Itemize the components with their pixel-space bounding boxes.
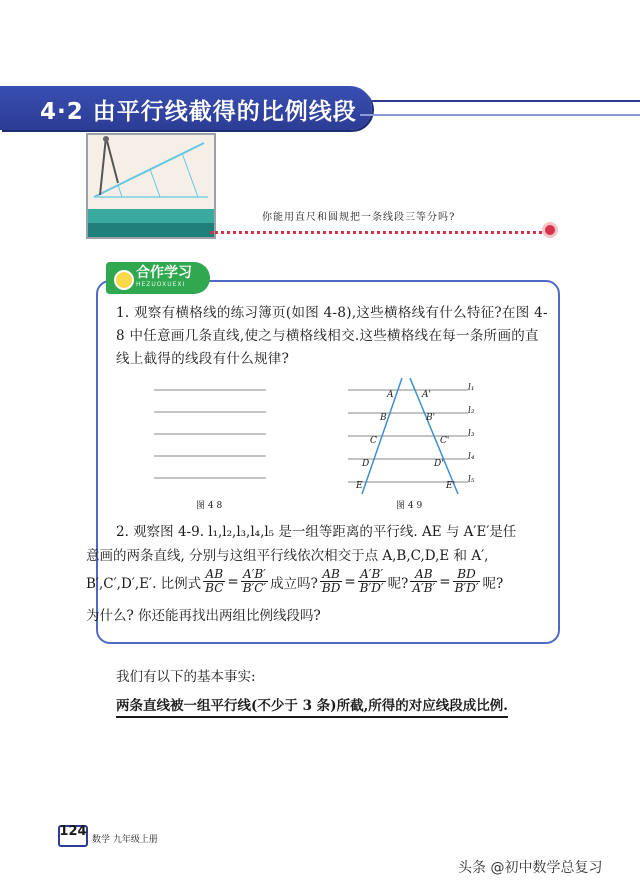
point-B: B (380, 413, 387, 423)
fraction-ab-bc (203, 568, 225, 595)
problem-2-line-3-mid1: 成立吗? (270, 575, 318, 592)
equals-sign: = (227, 573, 239, 590)
heartbeat-icon (114, 270, 134, 290)
equals-sign: = (439, 573, 451, 590)
line-l1: l₁ (468, 383, 475, 393)
point-C: C (370, 436, 377, 446)
fraction-denominator: B′D′ (454, 581, 479, 595)
line-l5: l₅ (468, 475, 475, 485)
fraction-numerator: AB (203, 568, 225, 582)
point-A-prime: A' (422, 390, 431, 400)
figure-4-9-caption: 图 4 9 (396, 501, 423, 511)
dotted-divider (210, 231, 542, 234)
fact-statement: 两条直线被一组平行线(不少于 3 条)所截,所得的对应线段成比例. (116, 694, 508, 718)
problem-2-line-3-end: 呢? (482, 575, 504, 592)
line-l3: l₃ (468, 429, 475, 439)
banner-rule-light (360, 114, 640, 116)
problem-2-line-1: 2. 观察图 4-9. l₁,l₂,l₃,l₄,l₅ 是一组等距离的平行线. AE 与 A′E′是任 (116, 524, 517, 540)
fraction-denominator: BC (205, 581, 224, 595)
fraction-denominator: B′C′ (242, 581, 267, 595)
fraction-bd-bd-prime (453, 568, 481, 595)
divider-end-dot (542, 222, 558, 238)
point-D-prime: D' (434, 459, 444, 469)
coop-title: 合作学习 (136, 265, 192, 281)
compass-ruler-illustration (86, 133, 216, 239)
fraction-ab-bd (320, 568, 342, 595)
problem-2-line-4: 为什么? 你还能再找出两组比例线段吗? (86, 608, 321, 624)
problem-2-line-3-mid2: 呢? (387, 575, 409, 592)
figure-4-8-caption: 图 4 8 (196, 501, 223, 511)
line-l2: l₂ (468, 406, 475, 416)
fraction-numerator: BD (453, 568, 481, 582)
fraction-denominator: A′B′ (412, 581, 436, 595)
problem-1-text: 1. 观察有横格线的练习簿页(如图 4-8),这些横格线有什么特征?在图 4-8 中任意画几条直线,使之与横格线相交.这些横格线在每一条所画的直线上截得的线段有什么规律? (116, 305, 548, 367)
fraction-numerator: A′B′ (241, 568, 268, 582)
figure-4-9 (346, 376, 486, 496)
figure-4-8 (150, 382, 270, 486)
page-number: 124 (59, 824, 87, 839)
point-B-prime: B' (426, 413, 436, 423)
point-E: E (356, 481, 363, 491)
point-D: D (362, 459, 370, 469)
point-E-prime: E' (446, 481, 456, 491)
point-A: A (387, 390, 394, 400)
fraction-ab-bc-prime (241, 568, 268, 595)
problem-2-line-2: 意画的两条直线, 分别与这组平行线依次相交于点 A,B,C,D,E 和 A′, (86, 548, 489, 564)
fraction-denominator: BD (321, 581, 341, 595)
fraction-numerator: A′B′ (358, 568, 386, 582)
problem-2-line-3-prefix: B′,C′,D′,E′. 比例式 (86, 575, 202, 592)
fraction-numerator: AB (410, 568, 437, 582)
fraction-ab-bd-prime (358, 568, 386, 595)
section-title: 4·2 由平行线截得的比例线段 (40, 99, 357, 125)
point-C-prime: C' (440, 436, 450, 446)
intro-question: 你能用直尺和圆规把一条线段三等分吗? (262, 212, 456, 223)
banner-rule (372, 100, 640, 102)
line-l4: l₄ (468, 452, 475, 462)
coop-subtitle: HEZUOXUEXI (136, 281, 186, 288)
fact-intro: 我们有以下的基本事实: (116, 669, 256, 685)
equals-sign: = (344, 573, 356, 590)
watermark: 头条 @初中数学总复习 (458, 860, 603, 876)
fraction-denominator: B′D′ (359, 581, 384, 595)
problem-2-line-3 (86, 568, 503, 595)
book-title: 数学 九年级上册 (92, 835, 158, 845)
fraction-numerator: AB (320, 568, 342, 582)
fraction-ab-ab-prime (410, 568, 437, 595)
